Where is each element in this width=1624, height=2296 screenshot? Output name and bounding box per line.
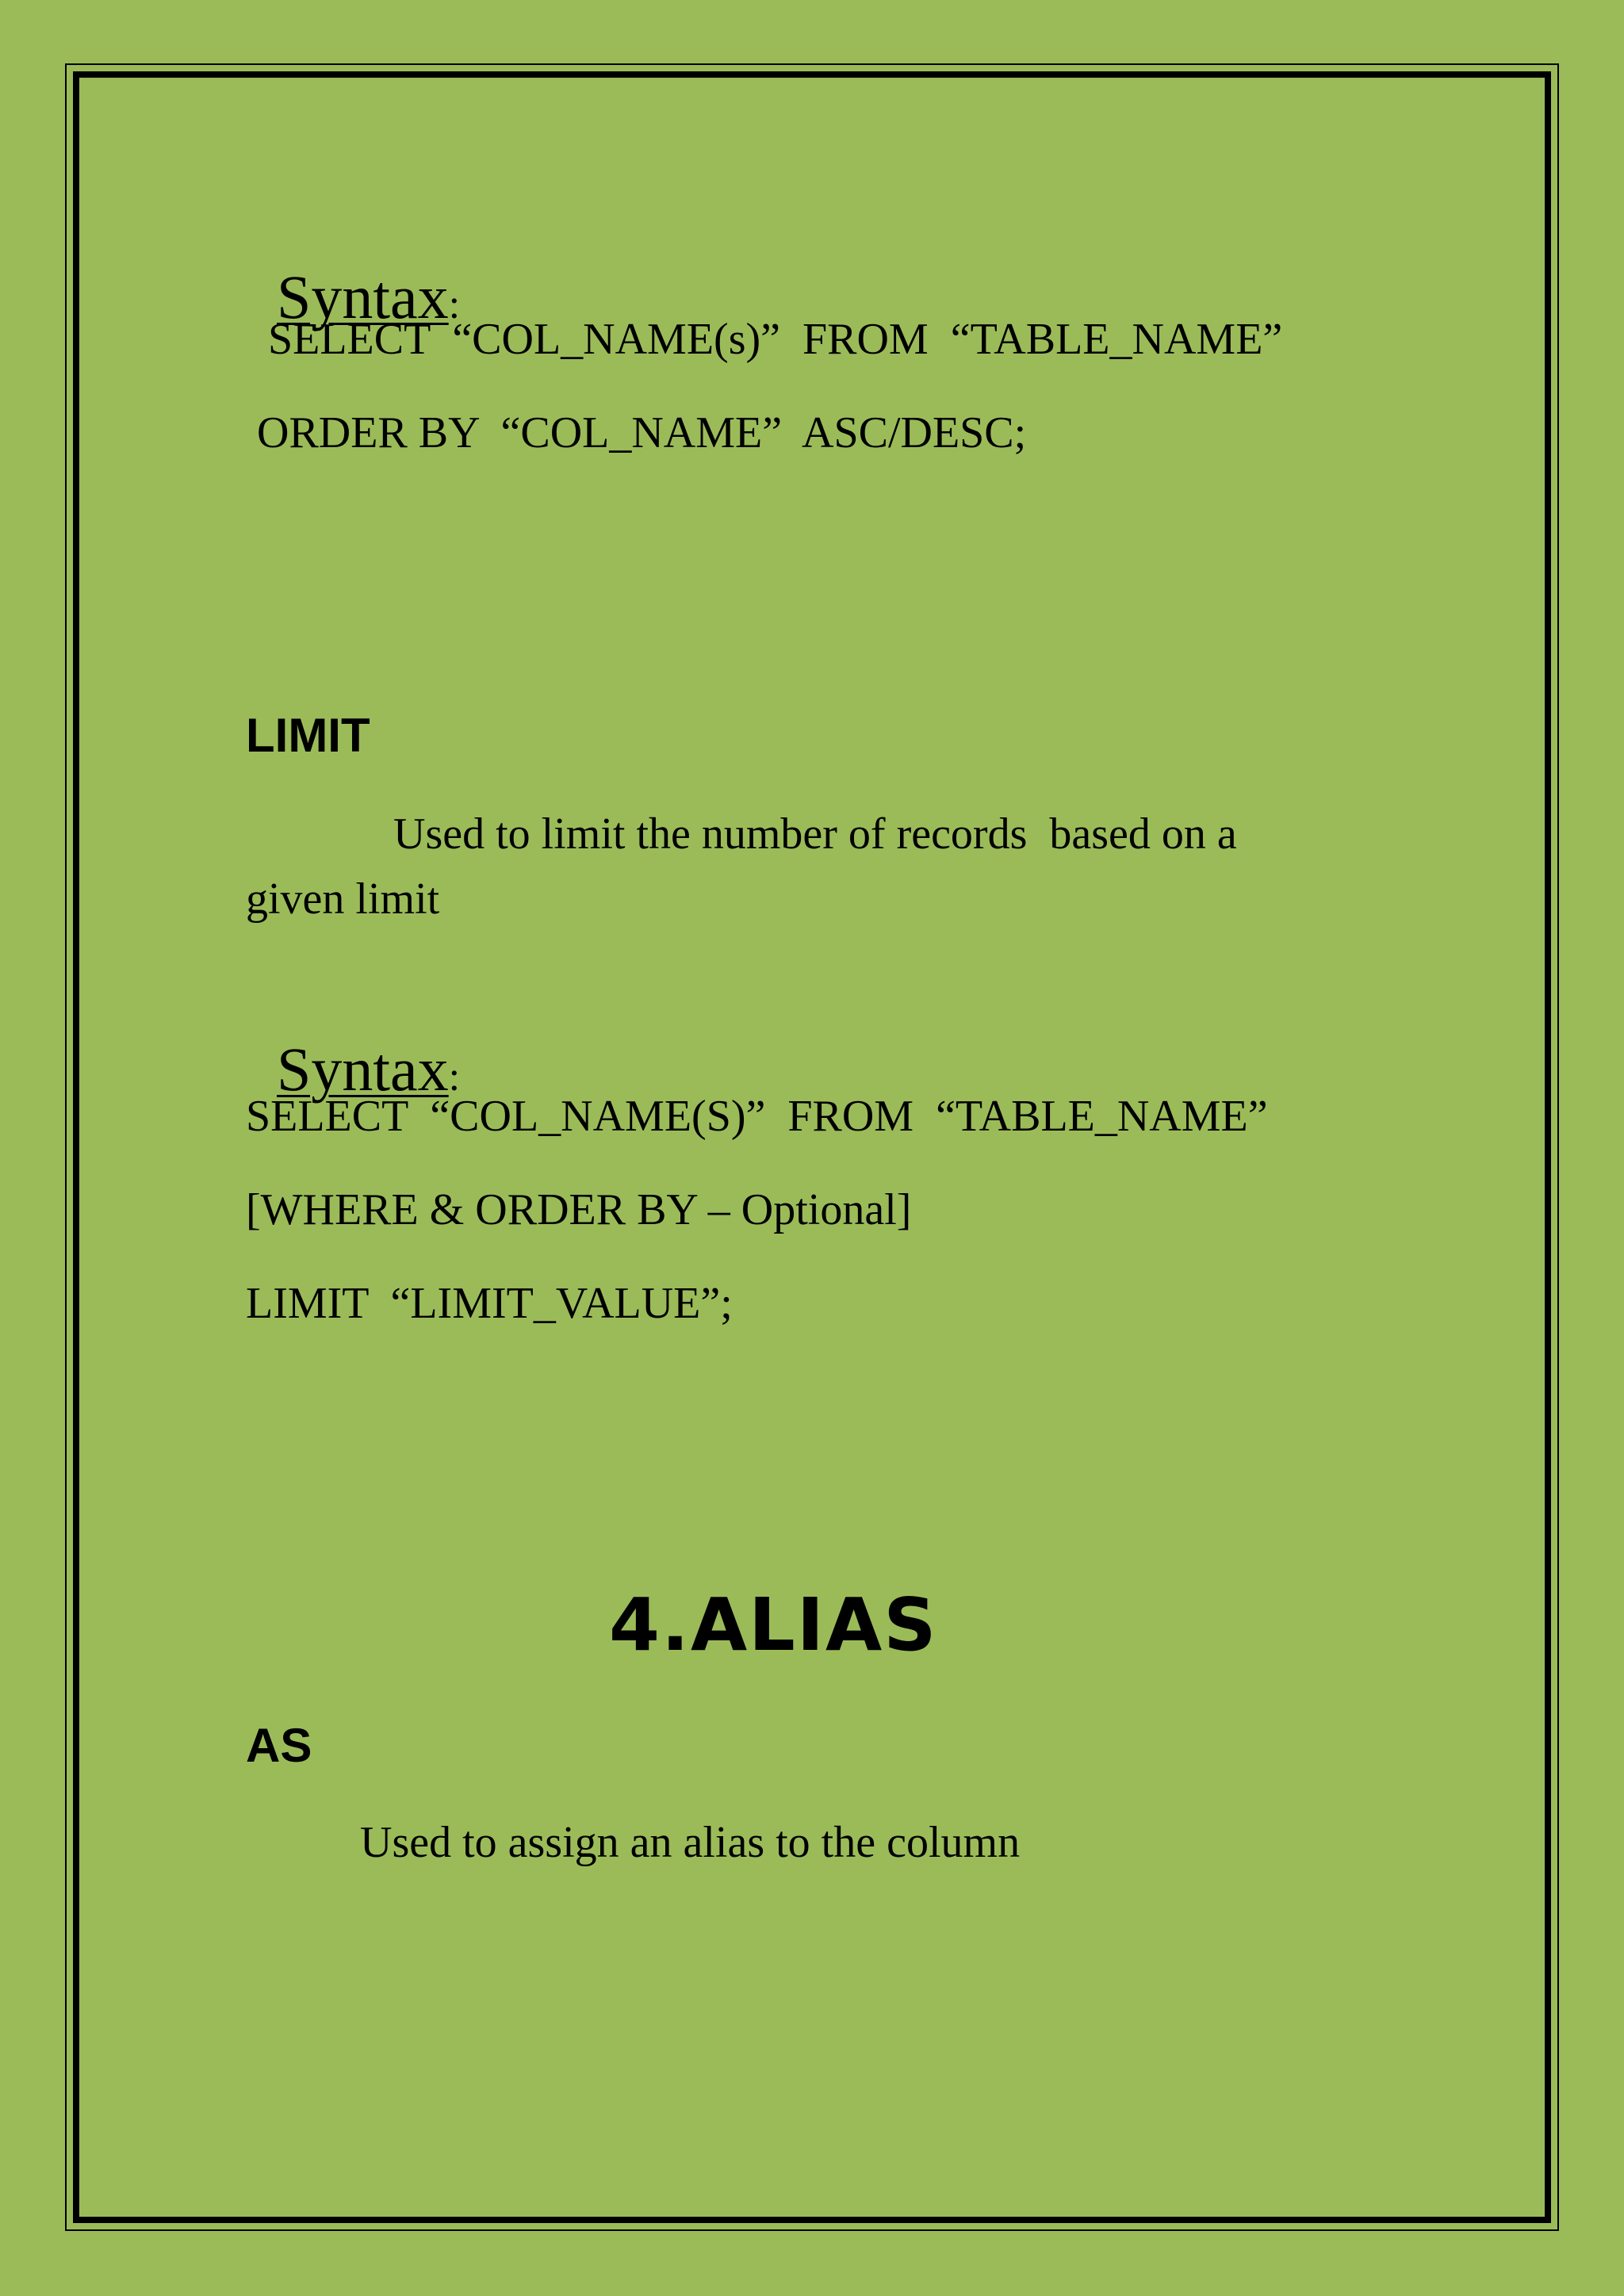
syntax-heading-colon: : xyxy=(448,282,461,327)
limit-syntax-line-1: SELECT “COL_NAME(S)” FROM “TABLE_NAME” xyxy=(246,1092,1268,1141)
as-description: Used to assign an alias to the column xyxy=(360,1818,1021,1867)
limit-syntax-line-2: [WHERE & ORDER BY – Optional] xyxy=(246,1185,912,1234)
order-by-syntax-line-1: SELECT “COL_NAME(s)” FROM “TABLE_NAME” xyxy=(268,315,1283,364)
syntax-heading-text: Syntax xyxy=(277,1035,449,1104)
order-by-syntax-heading xyxy=(246,205,461,331)
page-border-inner xyxy=(73,71,1551,2223)
section-title-alias: 4.ALIAS xyxy=(609,1582,938,1667)
limit-syntax-line-3: LIMIT “LIMIT_VALUE”; xyxy=(246,1279,733,1328)
limit-description-line-1: Used to limit the number of records based on a xyxy=(393,809,1237,859)
as-keyword-heading: AS xyxy=(246,1719,312,1772)
syntax-heading-text: Syntax xyxy=(277,262,449,331)
limit-keyword-heading: LIMIT xyxy=(246,709,370,762)
syntax-heading-colon: : xyxy=(448,1054,461,1100)
order-by-syntax-line-2: ORDER BY “COL_NAME” ASC/DESC; xyxy=(257,408,1027,457)
limit-description-line-2: given limit xyxy=(246,874,440,924)
limit-syntax-heading xyxy=(246,977,461,1104)
